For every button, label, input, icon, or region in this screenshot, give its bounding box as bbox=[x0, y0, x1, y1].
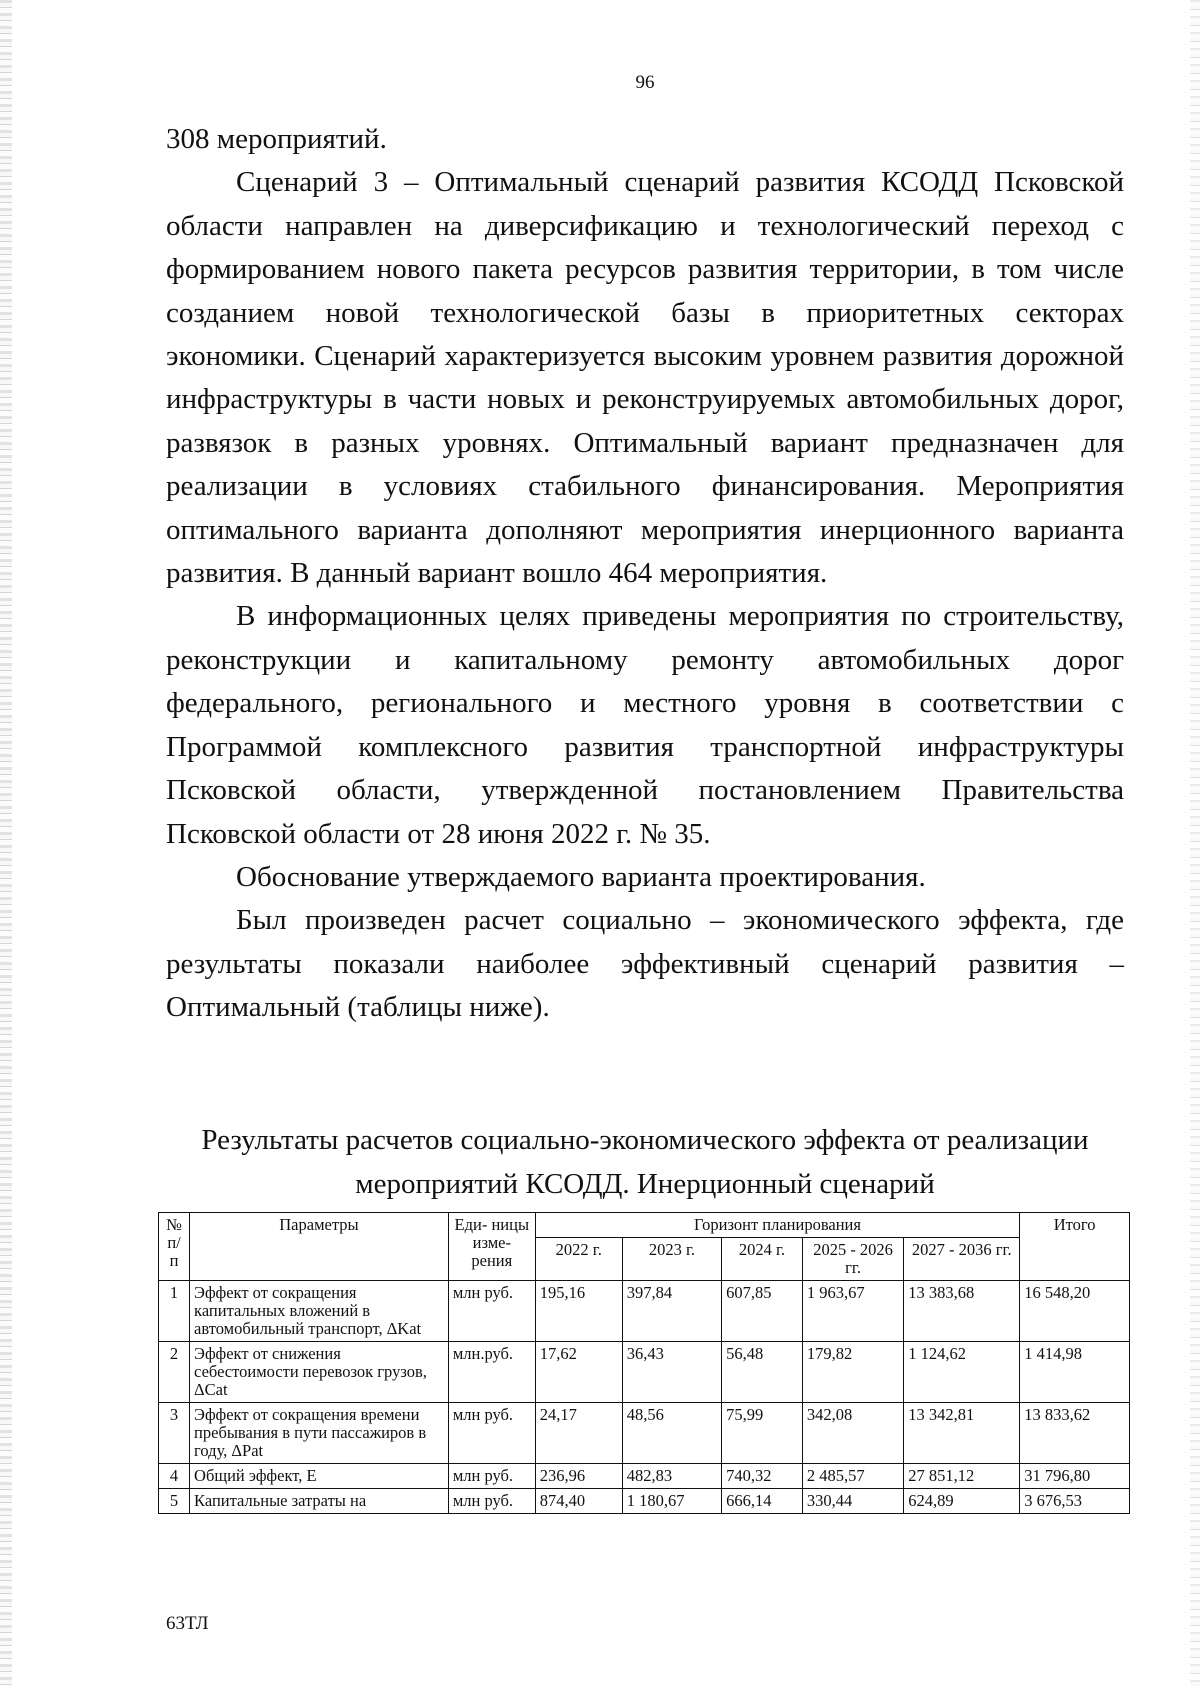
row-num: 3 bbox=[159, 1403, 190, 1464]
row-unit: млн.руб. bbox=[448, 1342, 535, 1403]
header-year-2022: 2022 г. bbox=[535, 1238, 622, 1281]
body-text bbox=[166, 118, 1124, 1030]
row-num: 2 bbox=[159, 1342, 190, 1403]
table-row bbox=[159, 1403, 1130, 1464]
row-param: Общий эффект, E bbox=[190, 1464, 449, 1489]
table-caption-line-2: мероприятий КСОДД. Инерционный сценарий bbox=[355, 1168, 935, 1200]
header-year-2025-2026: 2025 - 2026 гг. bbox=[802, 1238, 903, 1281]
row-value-2023: 1 180,67 bbox=[622, 1489, 721, 1514]
effect-table bbox=[158, 1212, 1130, 1514]
header-total: Итого bbox=[1020, 1213, 1130, 1281]
page-number: 96 bbox=[635, 72, 655, 93]
row-total: 16 548,20 bbox=[1020, 1281, 1130, 1342]
paragraph-3: В информационных целях приведены мероприятия по строительству, реконструкции и капитальному ремонту автомобильных дорог федерального, регионального и местного уровня в соответствии с Программой комплексного развития транспортной инфраструктуры Псковской области, утвержденной постановлением Правительства Псковской области от 28 июня 2022 г. № 35. bbox=[166, 600, 1124, 850]
row-unit: млн руб. bbox=[448, 1489, 535, 1514]
row-total: 1 414,98 bbox=[1020, 1342, 1130, 1403]
row-total: 13 833,62 bbox=[1020, 1403, 1130, 1464]
header-horizon: Горизонт планирования bbox=[535, 1213, 1019, 1238]
row-value-2025-2026: 2 485,57 bbox=[802, 1464, 903, 1489]
row-num: 5 bbox=[159, 1489, 190, 1514]
header-year-2024: 2024 г. bbox=[722, 1238, 803, 1281]
row-value-2024: 740,32 bbox=[722, 1464, 803, 1489]
row-value-2024: 666,14 bbox=[722, 1489, 803, 1514]
paragraph-4: Обоснование утверждаемого варианта проектирования. bbox=[236, 860, 926, 893]
row-param: Эффект от сокращения времени пребывания в пути пассажиров в году, ΔPat bbox=[190, 1403, 449, 1464]
table-row bbox=[159, 1464, 1130, 1489]
table-row bbox=[159, 1342, 1130, 1403]
header-param: Параметры bbox=[190, 1213, 449, 1281]
row-value-2025-2026: 342,08 bbox=[802, 1403, 903, 1464]
scan-edge-left bbox=[0, 0, 12, 1686]
row-value-2025-2026: 1 963,67 bbox=[802, 1281, 903, 1342]
row-value-2022: 24,17 bbox=[535, 1403, 622, 1464]
row-param: Эффект от сокращения капитальных вложений в автомобильный транспорт, ΔKat bbox=[190, 1281, 449, 1342]
row-value-2022: 17,62 bbox=[535, 1342, 622, 1403]
table-row bbox=[159, 1281, 1130, 1342]
row-value-2023: 482,83 bbox=[622, 1464, 721, 1489]
row-value-2024: 56,48 bbox=[722, 1342, 803, 1403]
row-total: 31 796,80 bbox=[1020, 1464, 1130, 1489]
row-unit: млн руб. bbox=[448, 1464, 535, 1489]
row-value-2027-2036: 13 342,81 bbox=[904, 1403, 1020, 1464]
paragraph-2: Сценарий 3 – Оптимальный сценарий развития КСОДД Псковской области направлен на диверсификацию и технологический переход с формированием нового пакета ресурсов развития территории, в том числе созданием новой технологической базы в приоритетных секторах экономики. Сценарий характеризуется высоким уровнем развития дорожной инфраструктуры в части новых и реконструируемых автомобильных дорог, развязок в разных уровнях. Оптимальный вариант предназначен для реализации в условиях стабильного финансирования. Мероприятия оптимального варианта дополняют мероприятия инерционного варианта развития. В данный вариант вошло 464 мероприятия. bbox=[166, 166, 1124, 590]
table-caption bbox=[150, 1118, 1140, 1206]
row-value-2027-2036: 624,89 bbox=[904, 1489, 1020, 1514]
table-row bbox=[159, 1489, 1130, 1514]
scan-edge-right bbox=[1190, 0, 1200, 1686]
row-value-2027-2036: 27 851,12 bbox=[904, 1464, 1020, 1489]
header-year-2027-2036: 2027 - 2036 гг. bbox=[904, 1238, 1020, 1281]
row-total: 3 676,53 bbox=[1020, 1489, 1130, 1514]
row-value-2023: 36,43 bbox=[622, 1342, 721, 1403]
paragraph-5: Был произведен расчет социально – экономического эффекта, где результаты показали наиболее эффективный сценарий развития – Оптимальный (таблицы ниже). bbox=[166, 904, 1124, 1024]
row-unit: млн руб. bbox=[448, 1403, 535, 1464]
row-unit: млн руб. bbox=[448, 1281, 535, 1342]
row-num: 4 bbox=[159, 1464, 190, 1489]
row-value-2025-2026: 330,44 bbox=[802, 1489, 903, 1514]
row-value-2022: 874,40 bbox=[535, 1489, 622, 1514]
row-value-2022: 195,16 bbox=[535, 1281, 622, 1342]
row-value-2023: 48,56 bbox=[622, 1403, 721, 1464]
row-value-2022: 236,96 bbox=[535, 1464, 622, 1489]
row-value-2024: 75,99 bbox=[722, 1403, 803, 1464]
header-num: № п/п bbox=[159, 1213, 190, 1281]
row-value-2025-2026: 179,82 bbox=[802, 1342, 903, 1403]
row-param: Эффект от снижения себестоимости перевозок грузов, ΔCat bbox=[190, 1342, 449, 1403]
row-param: Капитальные затраты на bbox=[190, 1489, 449, 1514]
row-value-2027-2036: 1 124,62 bbox=[904, 1342, 1020, 1403]
row-num: 1 bbox=[159, 1281, 190, 1342]
header-unit: Еди- ницы изме- рения bbox=[448, 1213, 535, 1281]
paragraph-1: 308 мероприятий. bbox=[166, 123, 387, 155]
row-value-2023: 397,84 bbox=[622, 1281, 721, 1342]
row-value-2024: 607,85 bbox=[722, 1281, 803, 1342]
row-value-2027-2036: 13 383,68 bbox=[904, 1281, 1020, 1342]
footer-code: 63ТЛ bbox=[166, 1613, 209, 1634]
table-caption-line-1: Результаты расчетов социально-экономического эффекта от реализации bbox=[201, 1124, 1089, 1156]
header-year-2023: 2023 г. bbox=[622, 1238, 721, 1281]
table-header-row-1 bbox=[159, 1213, 1130, 1238]
